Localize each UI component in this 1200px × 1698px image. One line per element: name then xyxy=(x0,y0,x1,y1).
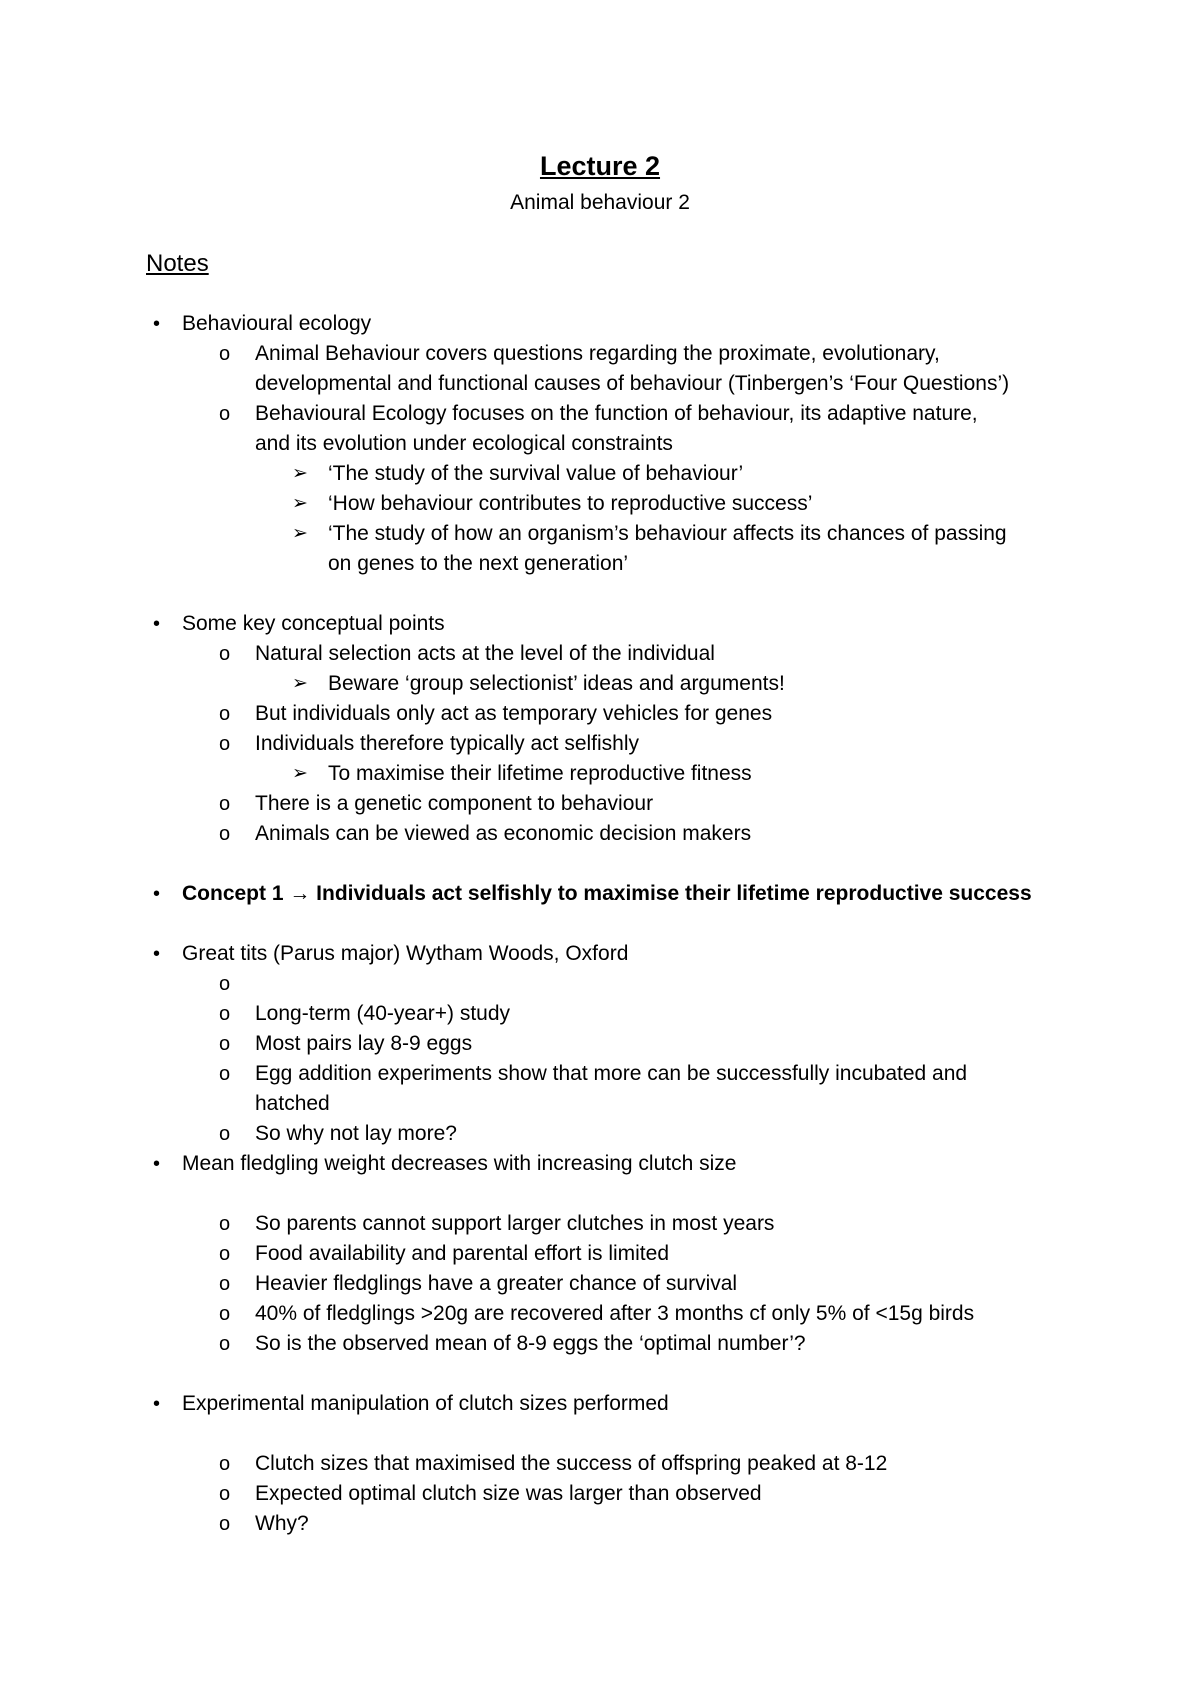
list-item-text: ‘The study of how an organism’s behaviour affects its chances of passing xyxy=(328,522,1007,545)
list-item-text: and its evolution under ecological constraints xyxy=(255,432,673,455)
list-item-text: ‘How behaviour contributes to reproductive success’ xyxy=(328,492,813,515)
blank-line xyxy=(0,909,1200,939)
list-item-text: Why? xyxy=(255,1512,309,1535)
circle-marker: o xyxy=(219,1273,231,1295)
blank-line xyxy=(0,1359,1200,1389)
list-item-text: hatched xyxy=(255,1092,330,1115)
list-item-text: So parents cannot support larger clutches in most years xyxy=(255,1212,775,1235)
circle-marker: o xyxy=(219,1003,231,1025)
circle-marker: o xyxy=(219,403,231,425)
list-item-text: Behavioural Ecology focuses on the function of behaviour, its adaptive nature, xyxy=(255,402,978,425)
list-item xyxy=(0,399,1200,429)
page-title: Lecture 2 xyxy=(539,151,661,181)
list-item-text: Beware ‘group selectionist’ ideas and arguments! xyxy=(328,672,785,695)
list-item-text: Food availability and parental effort is limited xyxy=(255,1242,670,1265)
circle-marker: o xyxy=(219,343,231,365)
list-item xyxy=(0,1119,1200,1149)
list-item xyxy=(0,1239,1200,1269)
circle-marker: o xyxy=(219,1303,231,1325)
list-item-text: Mean fledgling weight decreases with increasing clutch size xyxy=(182,1152,737,1175)
list-item xyxy=(0,1269,1200,1299)
list-item xyxy=(0,489,1200,519)
notes-heading: Notes xyxy=(146,250,209,277)
circle-marker: o xyxy=(219,1123,231,1145)
page-subtitle: Animal behaviour 2 xyxy=(510,191,690,214)
circle-marker: o xyxy=(219,823,231,845)
list-item xyxy=(0,309,1200,339)
bullet-marker: • xyxy=(153,1393,161,1415)
circle-marker: o xyxy=(219,1213,231,1235)
circle-marker: o xyxy=(219,973,231,995)
list-item-text: Great tits (Parus major) Wytham Woods, Oxford xyxy=(182,942,629,965)
list-item xyxy=(0,1299,1200,1329)
circle-marker: o xyxy=(219,793,231,815)
bullet-marker: • xyxy=(153,613,161,635)
list-item xyxy=(0,1329,1200,1359)
arrow-marker: ➢ xyxy=(292,463,308,484)
blank-line xyxy=(0,579,1200,609)
list-item xyxy=(0,759,1200,789)
list-item-text: Concept 1 → Individuals act selfishly to maximise their lifetime reproductive success xyxy=(182,882,1032,905)
list-item-text: Egg addition experiments show that more can be successfully incubated and xyxy=(255,1062,968,1085)
blank-line xyxy=(0,849,1200,879)
list-item-text: Expected optimal clutch size was larger than observed xyxy=(255,1482,762,1505)
list-item xyxy=(0,1029,1200,1059)
list-item-text: So is the observed mean of 8-9 eggs the ‘optimal number’? xyxy=(255,1332,806,1355)
list-item xyxy=(0,939,1200,969)
list-item-text: There is a genetic component to behaviour xyxy=(255,792,654,815)
list-item-text: 40% of fledglings >20g are recovered after 3 months cf only 5% of <15g birds xyxy=(255,1302,975,1325)
arrow-marker: ➢ xyxy=(292,523,308,544)
list-item xyxy=(0,879,1200,909)
list-item xyxy=(0,429,1200,459)
list-item-text: Animal Behaviour covers questions regarding the proximate, evolutionary, xyxy=(255,342,940,365)
arrow-marker: ➢ xyxy=(292,673,308,694)
circle-marker: o xyxy=(219,1243,231,1265)
notes-body xyxy=(0,309,1200,1539)
list-item xyxy=(0,1059,1200,1089)
circle-marker: o xyxy=(219,1063,231,1085)
circle-marker: o xyxy=(219,1483,231,1505)
list-item xyxy=(0,549,1200,579)
blank-line xyxy=(0,1179,1200,1209)
list-item xyxy=(0,519,1200,549)
list-item xyxy=(0,729,1200,759)
list-item-text: ‘The study of the survival value of behaviour’ xyxy=(328,462,744,485)
bullet-marker: • xyxy=(153,313,161,335)
list-item-text: But individuals only act as temporary vehicles for genes xyxy=(255,702,773,725)
circle-marker: o xyxy=(219,1513,231,1535)
list-item-text: on genes to the next generation’ xyxy=(328,552,629,575)
list-item xyxy=(0,1209,1200,1239)
list-item-text: Experimental manipulation of clutch sizes performed xyxy=(182,1392,669,1415)
circle-marker: o xyxy=(219,1033,231,1055)
list-item xyxy=(0,339,1200,369)
list-item-text: Clutch sizes that maximised the success of offspring peaked at 8-12 xyxy=(255,1452,888,1475)
list-item-text: So why not lay more? xyxy=(255,1122,457,1145)
bullet-marker: • xyxy=(153,943,161,965)
list-item xyxy=(0,999,1200,1029)
list-item xyxy=(0,819,1200,849)
bullet-marker: • xyxy=(153,1153,161,1175)
list-item xyxy=(0,1449,1200,1479)
list-item-text: Individuals therefore typically act selfishly xyxy=(255,732,640,755)
blank-line xyxy=(0,1419,1200,1449)
bullet-marker: • xyxy=(153,883,161,905)
circle-marker: o xyxy=(219,1333,231,1355)
list-item-text: Animals can be viewed as economic decision makers xyxy=(255,822,752,845)
list-item xyxy=(0,639,1200,669)
list-item-text: Natural selection acts at the level of the individual xyxy=(255,642,715,665)
list-item xyxy=(0,699,1200,729)
list-item-text: Behavioural ecology xyxy=(182,312,372,335)
list-item-text: Most pairs lay 8-9 eggs xyxy=(255,1032,473,1055)
circle-marker: o xyxy=(219,1453,231,1475)
circle-marker: o xyxy=(219,733,231,755)
list-item xyxy=(0,459,1200,489)
circle-marker: o xyxy=(219,643,231,665)
list-item xyxy=(0,1089,1200,1119)
list-item-text: Long-term (40-year+) study xyxy=(255,1002,511,1025)
list-item xyxy=(0,669,1200,699)
list-item xyxy=(0,369,1200,399)
arrow-marker: ➢ xyxy=(292,763,308,784)
circle-marker: o xyxy=(219,703,231,725)
list-item xyxy=(0,609,1200,639)
list-item xyxy=(0,1389,1200,1419)
list-item xyxy=(0,789,1200,819)
list-item-text: Heavier fledglings have a greater chance of survival xyxy=(255,1272,738,1295)
list-item-text: developmental and functional causes of behaviour (Tinbergen’s ‘Four Questions’) xyxy=(255,372,1010,395)
list-item xyxy=(0,1479,1200,1509)
list-item-text: To maximise their lifetime reproductive fitness xyxy=(328,762,752,785)
arrow-marker: ➢ xyxy=(292,493,308,514)
list-item xyxy=(0,1149,1200,1179)
list-item xyxy=(0,969,1200,999)
list-item xyxy=(0,1509,1200,1539)
list-item-text: Some key conceptual points xyxy=(182,612,445,635)
